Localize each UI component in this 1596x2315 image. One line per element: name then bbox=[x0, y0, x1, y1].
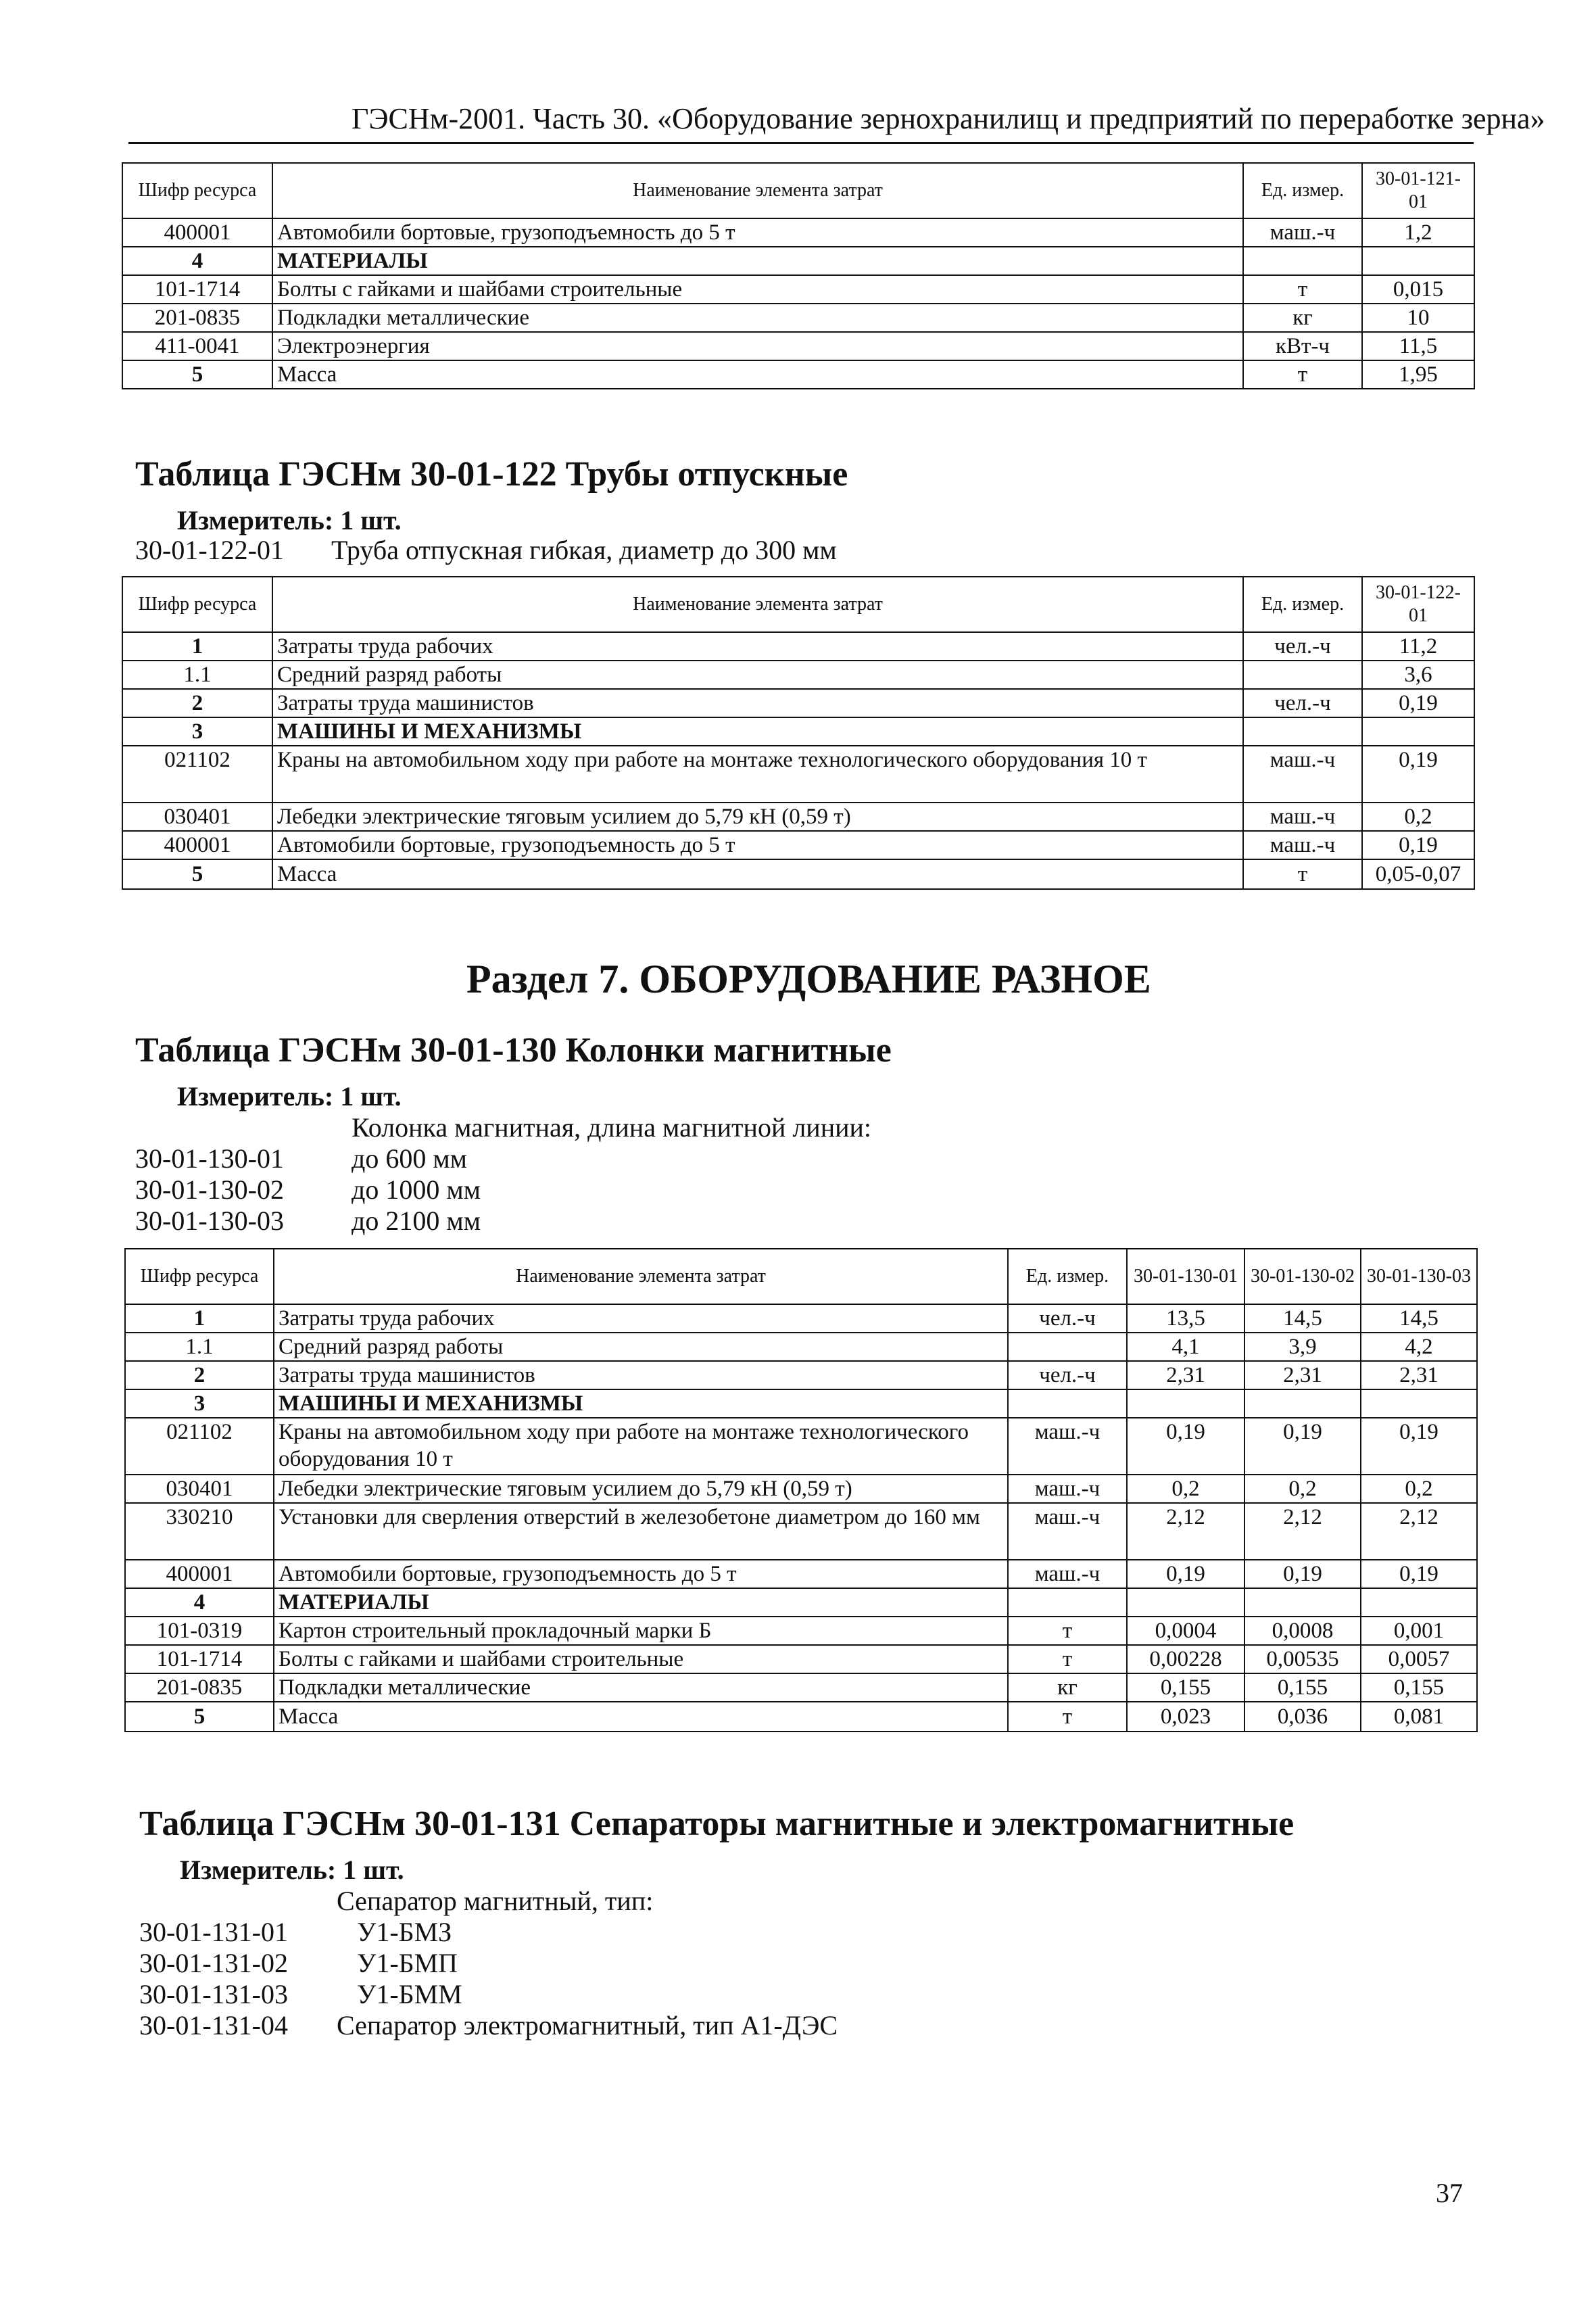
table-row: 400001 Автомобили бортовые, грузоподъемность до 5 т маш.-ч 1,2 bbox=[122, 218, 1474, 247]
table-131-item-desc: У1-БММ bbox=[357, 1979, 462, 2009]
table-130-item-code: 30-01-130-02 bbox=[135, 1174, 284, 1205]
table-header-row bbox=[122, 163, 1474, 218]
table-122-item-code: 30-01-122-01 bbox=[135, 535, 284, 565]
table-row: 411-0041 Электроэнергия кВт-ч 11,5 bbox=[122, 332, 1474, 360]
table-row: 2 Затраты труда машинистов чел.-ч 2,31 2,31 2,31 bbox=[125, 1361, 1477, 1389]
table-131-intro: Сепаратор магнитный, тип: bbox=[337, 1886, 654, 1916]
table-121 bbox=[122, 162, 1475, 389]
table-130-item-code: 30-01-130-01 bbox=[135, 1143, 284, 1174]
page-header: ГЭСНм-2001. Часть 30. «Оборудование зернохранилищ и предприятий по переработке зерна» bbox=[352, 102, 1545, 135]
table-131-item-code: 30-01-131-01 bbox=[139, 1917, 288, 1947]
header-code: Шифр ресурса bbox=[122, 163, 272, 218]
table-row: 5 Масса т 0,023 0,036 0,081 bbox=[125, 1702, 1477, 1732]
table-row: 1 Затраты труда рабочих чел.-ч 13,5 14,5 14,5 bbox=[125, 1304, 1477, 1333]
header-rule bbox=[128, 142, 1474, 144]
table-row: 1.1 Средний разряд работы 3,6 bbox=[122, 661, 1474, 689]
table-row: 4 МАТЕРИАЛЫ bbox=[122, 247, 1474, 275]
table-122-item-desc: Труба отпускная гибкая, диаметр до 300 мм bbox=[331, 535, 837, 565]
table-row: 2 Затраты труда машинистов чел.-ч 0,19 bbox=[122, 689, 1474, 717]
table-131-title: Таблица ГЭСНм 30-01-131 Сепараторы магнитные и электромагнитные bbox=[139, 1805, 1295, 1843]
table-row: 201-0835 Подкладки металлические кг 0,155 0,155 0,155 bbox=[125, 1673, 1477, 1702]
table-row: 3 МАШИНЫ И МЕХАНИЗМЫ bbox=[125, 1389, 1477, 1418]
table-row: 101-1714 Болты с гайками и шайбами строительные т 0,00228 0,00535 0,0057 bbox=[125, 1645, 1477, 1673]
table-131-item-desc: У1-БМП bbox=[357, 1948, 458, 1978]
table-row: 021102 Краны на автомобильном ходу при работе на монтаже технологического оборудования 10 т маш.-ч 0,19 bbox=[122, 746, 1474, 803]
header-norm: 30-01-121-01 bbox=[1362, 163, 1474, 218]
table-130 bbox=[124, 1248, 1478, 1732]
section-title: Раздел 7. ОБОРУДОВАНИЕ РАЗНОЕ bbox=[466, 957, 1151, 1001]
table-row: 101-0319 Картон строительный прокладочный марки Б т 0,0004 0,0008 0,001 bbox=[125, 1617, 1477, 1645]
table-row: 4 МАТЕРИАЛЫ bbox=[125, 1588, 1477, 1617]
table-122-title: Таблица ГЭСНм 30-01-122 Трубы отпускные bbox=[135, 455, 848, 494]
table-row: 400001 Автомобили бортовые, грузоподъемность до 5 т маш.-ч 0,19 bbox=[122, 831, 1474, 859]
table-131-item-desc: У1-БМЗ bbox=[357, 1917, 452, 1947]
table-row: 021102 Краны на автомобильном ходу при работе на монтаже технологического оборудования 10 т маш.-ч 0,19 0,19 0,19 bbox=[125, 1418, 1477, 1475]
page-number: 37 bbox=[1436, 2178, 1463, 2208]
table-130-item-desc: до 2100 мм bbox=[352, 1206, 481, 1236]
table-row: 3 МАШИНЫ И МЕХАНИЗМЫ bbox=[122, 717, 1474, 746]
table-row: 330210 Установки для сверления отверстий в железобетоне диаметром до 160 мм маш.-ч 2,12 2,12 2,12 bbox=[125, 1503, 1477, 1560]
table-row: 1.1 Средний разряд работы 4,1 3,9 4,2 bbox=[125, 1333, 1477, 1361]
table-131-item-code: 30-01-131-03 bbox=[139, 1979, 288, 2009]
table-131-item-code: 30-01-131-02 bbox=[139, 1948, 288, 1978]
table-header-row: Шифр ресурса Наименование элемента затрат Ед. измер. 30-01-122-01 bbox=[122, 577, 1474, 632]
table-130-intro: Колонка магнитная, длина магнитной линии: bbox=[352, 1112, 872, 1143]
table-122 bbox=[122, 576, 1475, 890]
table-row: 201-0835 Подкладки металлические кг 10 bbox=[122, 304, 1474, 332]
header-unit: Ед. измер. bbox=[1243, 163, 1362, 218]
table-header-row: Шифр ресурса Наименование элемента затрат Ед. измер. 30-01-130-01 30-01-130-02 30-01-130-03 bbox=[125, 1249, 1477, 1304]
header-name: Наименование элемента затрат bbox=[272, 163, 1243, 218]
table-131-item-code: 30-01-131-04 bbox=[139, 2010, 288, 2040]
table-row: 101-1714 Болты с гайками и шайбами строительные т 0,015 bbox=[122, 275, 1474, 304]
table-122-measure: Измеритель: 1 шт. bbox=[177, 505, 402, 535]
table-130-item-code: 30-01-130-03 bbox=[135, 1206, 284, 1236]
table-row: 400001 Автомобили бортовые, грузоподъемность до 5 т маш.-ч 0,19 0,19 0,19 bbox=[125, 1560, 1477, 1588]
table-130-title: Таблица ГЭСНм 30-01-130 Колонки магнитные bbox=[135, 1031, 892, 1070]
table-130-item-desc: до 600 мм bbox=[352, 1143, 467, 1174]
table-row: 5 Масса т 1,95 bbox=[122, 360, 1474, 389]
table-row: 1 Затраты труда рабочих чел.-ч 11,2 bbox=[122, 632, 1474, 661]
table-row: 030401 Лебедки электрические тяговым усилием до 5,79 кН (0,59 т) маш.-ч 0,2 bbox=[122, 803, 1474, 831]
table-130-item-desc: до 1000 мм bbox=[352, 1174, 481, 1205]
table-131-item-desc: Сепаратор электромагнитный, тип А1-ДЭС bbox=[337, 2010, 838, 2040]
table-130-measure: Измеритель: 1 шт. bbox=[177, 1081, 402, 1112]
table-row: 030401 Лебедки электрические тяговым усилием до 5,79 кН (0,59 т) маш.-ч 0,2 0,2 0,2 bbox=[125, 1475, 1477, 1503]
table-row: 5 Масса т 0,05-0,07 bbox=[122, 859, 1474, 889]
table-131-measure: Измеритель: 1 шт. bbox=[180, 1855, 404, 1885]
